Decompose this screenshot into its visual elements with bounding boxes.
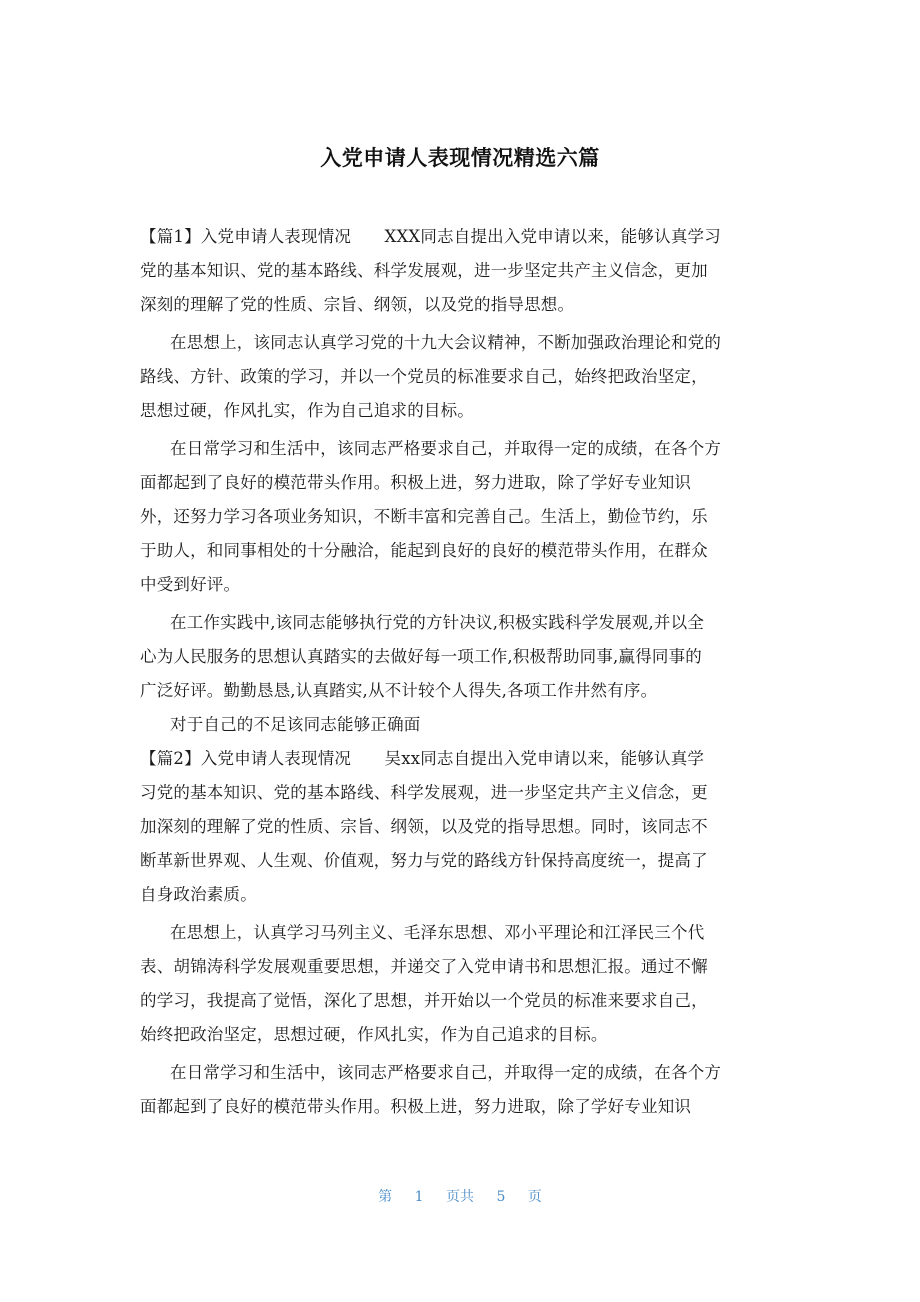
text-line: 在日常学习和生活中，该同志严格要求自己，并取得一定的成绩，在各个方 (170, 439, 722, 458)
text-line: 面都起到了良好的模范带头作用。积极上进，努力进取，除了学好专业知识 (140, 473, 692, 492)
text-line: 广泛好评。勤勤恳恳,认真踏实,从不计较个人得失,各项工作井然有序。 (140, 681, 658, 700)
text-line: 自身政治素质。 (140, 885, 257, 904)
text-line: 断革新世界观、人生观、价值观，努力与党的路线方针保持高度统一，提高了 (140, 851, 708, 870)
text-line: 心为人民服务的思想认真踏实的去做好每一项工作,积极帮助同事,赢得同事的 (140, 647, 702, 666)
text-line: 在日常学习和生活中，该同志严格要求自己，并取得一定的成绩，在各个方 (170, 1063, 722, 1082)
text-line: 【篇1】入党申请人表现情况 XXX同志自提出入党申请以来，能够认真学习 (140, 227, 721, 246)
text-line: 外，还努力学习各项业务知识，不断丰富和完善自己。生活上，勤俭节约，乐 (140, 507, 708, 526)
document-title: 入党申请人表现情况精选六篇 (320, 146, 600, 170)
text-line: 加深刻的理解了党的性质、宗旨、纲领，以及党的指导思想。同时，该同志不 (140, 817, 708, 836)
footer-label-pages: 页 (527, 1189, 542, 1205)
text-line: 【篇2】入党申请人表现情况 吴xx同志自提出入党申请以来，能够认真学 (140, 749, 705, 768)
text-line: 面都起到了良好的模范带头作用。积极上进，努力进取，除了学好专业知识 (140, 1097, 692, 1116)
footer-label-of: 页共 (446, 1189, 474, 1205)
footer-label-page: 第 (378, 1189, 393, 1205)
text-line: 在工作实践中,该同志能够执行党的方针决议,积极实践科学发展观,并以全 (170, 613, 705, 632)
text-line: 于助人，和同事相处的十分融洽，能起到良好的良好的模范带头作用，在群众 (140, 541, 708, 560)
text-line: 党的基本知识、党的基本路线、科学发展观，进一步坚定共产主义信念，更加 (140, 261, 708, 280)
footer-current-page: 1 (414, 1189, 424, 1205)
text-line: 在思想上，该同志认真学习党的十九大会议精神，不断加强政治理论和党的 (170, 333, 722, 352)
text-line: 对于自己的不足该同志能够正确面 (170, 715, 421, 734)
text-line: 在思想上，认真学习马列主义、毛泽东思想、邓小平理论和江泽民三个代 (170, 923, 705, 942)
page-footer (0, 1185, 920, 1209)
text-line: 路线、方针、政策的学习，并以一个党员的标准要求自己，始终把政治坚定， (140, 367, 708, 386)
text-line: 的学习，我提高了觉悟，深化了思想，并开始以一个党员的标准来要求自己， (140, 991, 708, 1010)
text-line: 始终把政治坚定，思想过硬，作风扎实，作为自己追求的目标。 (140, 1025, 608, 1044)
text-line: 中受到好评。 (140, 575, 241, 594)
document-body (140, 220, 780, 1124)
footer-total-pages: 5 (496, 1189, 506, 1205)
text-line: 深刻的理解了党的性质、宗旨、纲领，以及党的指导思想。 (140, 295, 575, 314)
text-line: 表、胡锦涛科学发展观重要思想，并递交了入党申请书和思想汇报。通过不懈 (140, 957, 708, 976)
text-line: 习党的基本知识、党的基本路线、科学发展观，进一步坚定共产主义信念，更 (140, 783, 708, 802)
text-line: 思想过硬，作风扎实，作为自己追求的目标。 (140, 401, 474, 420)
